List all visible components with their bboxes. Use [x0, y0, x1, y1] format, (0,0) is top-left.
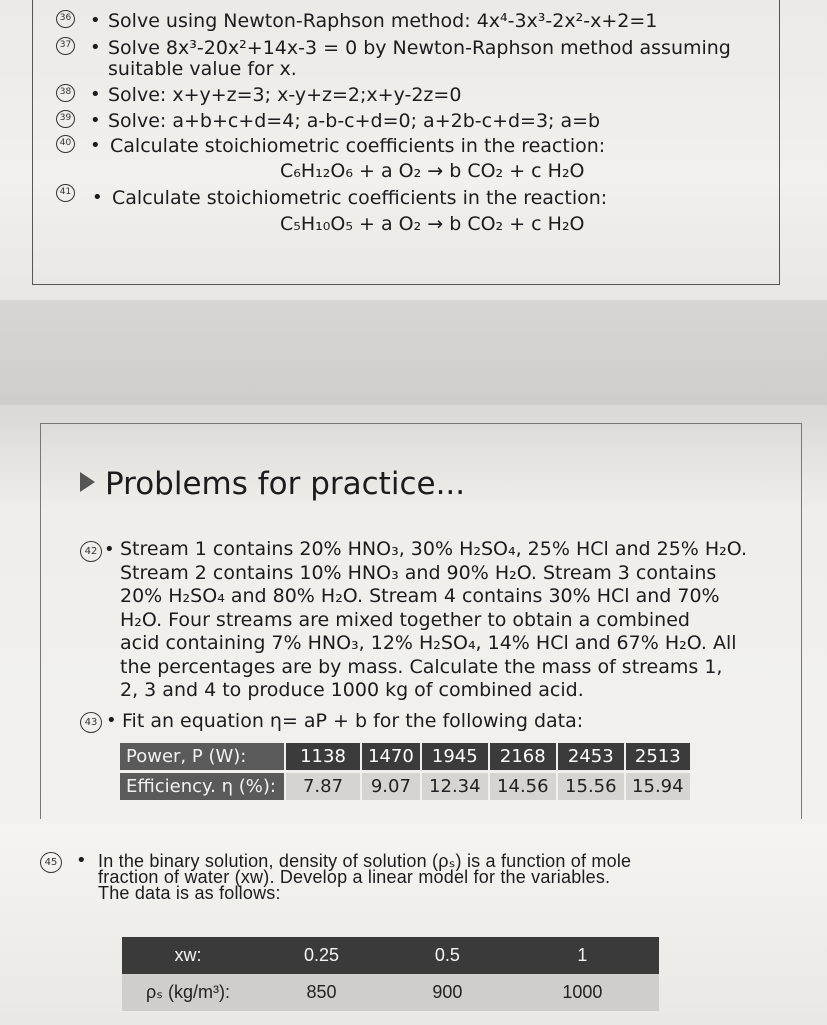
table-row-label: Power, P (W):	[120, 743, 284, 770]
table-cell: 0.25	[254, 937, 389, 974]
q42-line: the percentages are by mass. Calculate the mass of streams 1,	[120, 655, 723, 678]
item-39-text: Solve: a+b+c+d=4; a-b-c+d=0; a+2b-c+d=3; a=b	[108, 110, 601, 132]
q42-line: 20% H₂SO₄ and 80% H₂O. Stream 4 contains 30% HCl and 70%	[120, 585, 720, 607]
item-number-circle: 43	[80, 712, 102, 733]
table-cell: 900	[389, 974, 506, 1011]
table-cell: 15.56	[558, 773, 624, 800]
question-42-text	[120, 538, 756, 703]
table-row	[122, 974, 659, 1011]
item-37-text: Solve 8x³-20x²+14x-3 = 0 by Newton-Raphson method assuming	[108, 37, 731, 59]
table-cell: 7.87	[286, 773, 360, 800]
table-cell: 15.94	[626, 773, 690, 800]
table-row	[120, 743, 690, 770]
table-cell: 1	[506, 937, 659, 974]
q42-line: 2, 3 and 4 to produce 1000 kg of combined acid.	[120, 679, 584, 701]
bullet-dot: •	[90, 84, 101, 105]
density-table	[122, 937, 659, 1011]
background-surface	[0, 300, 827, 415]
item-37-text-cont: suitable value for x.	[108, 58, 297, 80]
table-cell: 14.56	[490, 773, 556, 800]
q42-line: Stream 2 contains 10% HNO₃ and 90% H₂O. Stream 3 contains	[120, 561, 717, 584]
item-40-equation: C₆H₁₂O₆ + a O₂ → b CO₂ + c H₂O	[280, 160, 585, 182]
item-number-circle: 40	[56, 135, 75, 153]
item-number-circle: 41	[56, 184, 75, 202]
question-45-text	[98, 853, 778, 901]
table-cell: 1000	[506, 974, 659, 1011]
power-efficiency-table	[118, 740, 692, 803]
item-number-circle: 45	[40, 852, 62, 873]
q45-line: fraction of water (xw). Develop a linear model for the variables.	[98, 867, 611, 887]
table-row-label: Efficiency. η (%):	[120, 773, 284, 800]
q42-line: H₂O. Four streams are mixed together to obtain a combined	[120, 608, 690, 631]
table-cell: 1138	[286, 743, 360, 770]
q45-line: The data is as follows:	[98, 883, 281, 903]
triangle-bullet-icon	[80, 472, 95, 492]
table-cell: 1470	[362, 743, 420, 770]
section-heading	[80, 466, 465, 502]
bullet-dot: •	[90, 37, 101, 58]
table-row-label: xw:	[122, 937, 254, 974]
item-number-circle: 39	[56, 110, 75, 128]
table-cell: 1945	[422, 743, 488, 770]
table-cell: 12.34	[422, 773, 488, 800]
table-cell: 2513	[626, 743, 690, 770]
q42-line: acid containing 7% HNO₃, 12% H₂SO₄, 14% HCl and 67% H₂O. All	[120, 632, 737, 654]
bullet-dot: •	[92, 187, 103, 208]
bullet-dot: •	[90, 110, 101, 131]
section-heading-text: Problems for practice...	[105, 466, 466, 502]
bullet-dot: •	[90, 135, 101, 156]
item-41-text: Calculate stoichiometric coefficients in the reaction:	[112, 187, 608, 209]
item-number-circle: 38	[56, 84, 75, 102]
item-41-equation: C₅H₁₀O₅ + a O₂ → b CO₂ + c H₂O	[280, 213, 585, 235]
bullet-dot: •	[76, 850, 87, 871]
question-43-text: Fit an equation η= aP + b for the following data:	[122, 710, 584, 732]
table-row	[122, 937, 659, 974]
item-36-text: Solve using Newton-Raphson method: 4x⁴-3x³-2x²-x+2=1	[108, 10, 658, 32]
item-40-text: Calculate stoichiometric coefficients in the reaction:	[110, 135, 606, 157]
table-row	[120, 773, 690, 800]
item-number-circle: 36	[56, 10, 75, 28]
q42-line: Stream 1 contains 20% HNO₃, 30% H₂SO₄, 25% HCl and 25% H₂O.	[120, 538, 748, 560]
item-number-circle: 42	[80, 541, 102, 562]
q45-line: In the binary solution, density of solution (ρₛ) is a function of mole	[98, 851, 632, 871]
table-row-label: ρₛ (kg/m³):	[122, 974, 254, 1011]
item-number-circle: 37	[56, 37, 75, 55]
table-cell: 2453	[558, 743, 624, 770]
table-cell: 850	[254, 974, 389, 1011]
bullet-dot: •	[90, 10, 101, 31]
item-38-text: Solve: x+y+z=3; x-y+z=2;x+y-2z=0	[108, 84, 462, 106]
bullet-dot: •	[104, 539, 115, 560]
table-cell: 9.07	[362, 773, 420, 800]
table-cell: 0.5	[389, 937, 506, 974]
table-cell: 2168	[490, 743, 556, 770]
bullet-dot: •	[106, 710, 117, 731]
